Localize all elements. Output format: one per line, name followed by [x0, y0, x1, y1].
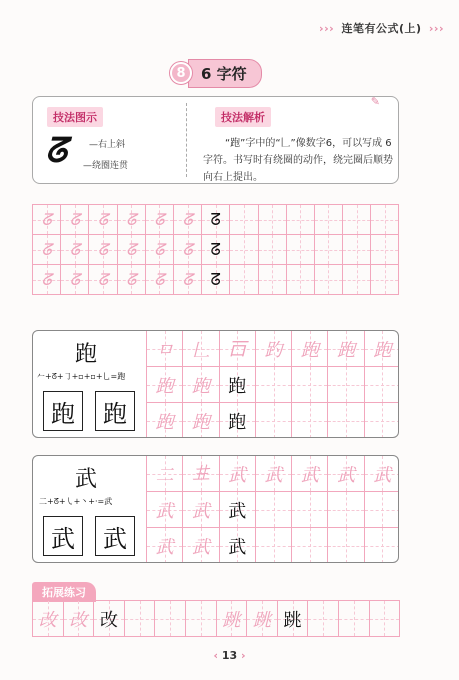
- grid-cell: [146, 265, 174, 295]
- note-top-text: 右上斜: [98, 140, 126, 150]
- grid-cell: [287, 235, 315, 265]
- analysis-label: 技法解析: [215, 107, 271, 127]
- grid-character: 𠮛: [228, 338, 247, 360]
- grid-cell: [256, 403, 292, 438]
- grid-character: ᘔ: [97, 209, 109, 229]
- grid-cell: [147, 528, 183, 563]
- grid-cell: [146, 235, 174, 265]
- grid-character: 跑: [228, 375, 247, 397]
- grid-character: 改: [99, 609, 118, 631]
- sample-regular: 武: [43, 516, 83, 556]
- grid-cell: [259, 235, 287, 265]
- grid-cell: [230, 235, 258, 265]
- practice-block-pao: [32, 330, 399, 438]
- grid-cell: [220, 456, 256, 492]
- grid-character: 跑: [191, 411, 210, 433]
- grid-cell: [365, 492, 399, 528]
- lesson-number-badge: 8: [170, 62, 192, 84]
- grid-character: 武: [264, 464, 283, 486]
- illustration-label: 技法图示: [47, 107, 103, 127]
- grid-cell: [183, 331, 219, 367]
- note-bottom-text: 绕圈连贯: [92, 161, 129, 171]
- grid-character: 武: [373, 464, 392, 486]
- grid-cell: [328, 528, 364, 563]
- grid-character: ᘔ: [41, 239, 52, 259]
- grid-character: ᘔ: [69, 239, 80, 259]
- grid-cell: [118, 265, 146, 295]
- stroke-practice-grid: [32, 204, 399, 295]
- grid-character: 跑: [300, 339, 319, 361]
- grid-cell: [365, 331, 399, 367]
- grid-cell: [186, 601, 217, 637]
- header-title: 连笔有公式(上): [341, 22, 422, 35]
- grid-cell: [33, 265, 61, 295]
- sample-cursive: 武: [95, 516, 135, 556]
- grid-cell: [259, 205, 287, 235]
- grid-cell: [147, 492, 183, 528]
- extension-grid: [32, 600, 400, 637]
- grid-character: 趵: [264, 339, 283, 361]
- grid-cell: [365, 528, 399, 563]
- panel-divider: [186, 103, 187, 177]
- grid-cell: [371, 235, 399, 265]
- note-top: —右上斜: [89, 140, 126, 150]
- grid-cell: [61, 205, 89, 235]
- grid-cell: [365, 456, 399, 492]
- practice-grid: [146, 455, 399, 563]
- grid-cell: [292, 456, 328, 492]
- grid-character: 跳: [252, 609, 271, 631]
- grid-cell: [220, 528, 256, 563]
- note-bottom: —绕圈连贯: [83, 161, 129, 171]
- grid-character: ᘔ: [154, 239, 165, 259]
- technique-panel: [32, 96, 399, 184]
- lesson-title: [170, 60, 262, 86]
- grid-cell: [64, 601, 95, 637]
- grid-cell: [292, 331, 328, 367]
- grid-character: ᘔ: [210, 209, 221, 229]
- grid-character: ᘔ: [125, 209, 137, 229]
- grid-character: 武: [337, 464, 356, 486]
- grid-character: ᘔ: [41, 209, 52, 229]
- grid-character: ᘔ: [182, 239, 193, 259]
- practice-grid: [146, 330, 399, 438]
- page-arrow-right: ›: [237, 649, 246, 662]
- grid-cell: [370, 601, 401, 637]
- grid-character: 二: [155, 464, 174, 486]
- extension-label: 拓展练习: [32, 582, 96, 602]
- grid-cell: [147, 456, 183, 492]
- grid-cell: [256, 456, 292, 492]
- stroke-illustration: ᘔ: [45, 131, 67, 171]
- pen-icon: ✎: [370, 95, 380, 108]
- technique-text: “跑”字中的“𠃊”像数字6，可以写成 6 字符。书写时有绕圈的动作，绕完圈后顺势向右上提出。: [203, 138, 393, 183]
- grid-cell: [61, 265, 89, 295]
- grid-cell: [278, 601, 309, 637]
- grid-cell: [328, 403, 364, 438]
- grid-cell: [230, 265, 258, 295]
- grid-cell: [146, 205, 174, 235]
- grid-character: ᘔ: [182, 209, 193, 229]
- practice-character: 武: [75, 467, 98, 492]
- grid-character: 武: [155, 536, 174, 558]
- grid-cell: [328, 492, 364, 528]
- grid-character: ᘔ: [154, 269, 165, 289]
- grid-cell: [247, 601, 278, 637]
- composition-formula: 二+ᘔ+㇂+丶+·=武: [39, 497, 113, 506]
- grid-cell: [315, 235, 343, 265]
- grid-character: ᘔ: [97, 269, 109, 289]
- grid-cell: [371, 265, 399, 295]
- grid-cell: [202, 235, 230, 265]
- grid-cell: [220, 367, 256, 403]
- grid-character: 跑: [155, 375, 174, 397]
- grid-cell: [315, 265, 343, 295]
- grid-cell: [118, 235, 146, 265]
- grid-character: ᘔ: [97, 239, 109, 259]
- grid-cell: [155, 601, 186, 637]
- grid-cell: [174, 235, 202, 265]
- grid-character: 跑: [228, 411, 247, 433]
- grid-character: ᘔ: [69, 209, 80, 229]
- grid-cell: [220, 403, 256, 438]
- page-number-text: 13: [221, 649, 238, 662]
- grid-cell: [328, 331, 364, 367]
- grid-cell: [183, 528, 219, 563]
- grid-cell: [287, 265, 315, 295]
- grid-character: 跑: [191, 375, 210, 397]
- grid-cell: [183, 367, 219, 403]
- grid-cell: [292, 492, 328, 528]
- grid-cell: [339, 601, 370, 637]
- grid-cell: [202, 205, 230, 235]
- grid-cell: [202, 265, 230, 295]
- grid-cell: [371, 205, 399, 235]
- grid-character: 改: [38, 609, 57, 631]
- grid-cell: [343, 235, 371, 265]
- grid-character: ᘔ: [182, 269, 193, 289]
- grid-character: ᘔ: [69, 269, 80, 289]
- grid-character: 𠃊: [191, 339, 210, 361]
- grid-cell: [33, 235, 61, 265]
- sample-cursive: 跑: [95, 391, 135, 431]
- grid-character: 改: [69, 609, 88, 631]
- grid-cell: [89, 235, 117, 265]
- grid-character: 跑: [373, 339, 392, 361]
- grid-cell: [89, 205, 117, 235]
- grid-cell: [118, 205, 146, 235]
- grid-cell: [259, 265, 287, 295]
- grid-character: 武: [191, 500, 210, 522]
- page-number: [0, 649, 459, 662]
- grid-character: 𠀎: [191, 463, 210, 484]
- grid-cell: [183, 403, 219, 438]
- practice-block-wu: [32, 455, 399, 563]
- grid-cell: [292, 528, 328, 563]
- grid-cell: [174, 265, 202, 295]
- grid-cell: [147, 367, 183, 403]
- header-arrows-right: ›››: [428, 22, 444, 35]
- running-header: [316, 20, 447, 36]
- grid-cell: [220, 492, 256, 528]
- grid-cell: [308, 601, 339, 637]
- sample-regular: 跑: [43, 391, 83, 431]
- grid-character: ᘔ: [210, 239, 221, 259]
- grid-cell: [147, 403, 183, 438]
- grid-cell: [61, 235, 89, 265]
- header-arrows-left: ›››: [319, 22, 335, 35]
- grid-cell: [256, 528, 292, 563]
- grid-cell: [183, 456, 219, 492]
- grid-character: ᘔ: [154, 209, 165, 229]
- grid-character: ᘔ: [125, 239, 137, 259]
- grid-cell: [292, 367, 328, 403]
- grid-character: 跳: [283, 609, 302, 631]
- grid-cell: [220, 331, 256, 367]
- practice-character: 跑: [75, 342, 98, 367]
- grid-character: ᘔ: [210, 269, 221, 289]
- grid-character: ᘔ: [125, 269, 137, 289]
- grid-cell: [328, 456, 364, 492]
- grid-character: 武: [300, 464, 319, 486]
- grid-cell: [89, 265, 117, 295]
- grid-cell: [256, 367, 292, 403]
- grid-character: 武: [191, 536, 210, 558]
- grid-character: ᘔ: [41, 269, 52, 289]
- grid-cell: [33, 205, 61, 235]
- grid-cell: [287, 205, 315, 235]
- grid-cell: [365, 367, 399, 403]
- grid-character: 武: [228, 536, 247, 558]
- grid-cell: [343, 205, 371, 235]
- grid-character: 武: [155, 500, 174, 522]
- grid-character: ㅁ: [155, 339, 174, 361]
- page-arrow-left: ‹: [213, 649, 222, 662]
- grid-cell: [256, 331, 292, 367]
- grid-cell: [94, 601, 125, 637]
- grid-cell: [125, 601, 156, 637]
- grid-cell: [256, 492, 292, 528]
- grid-cell: [174, 205, 202, 235]
- grid-cell: [183, 492, 219, 528]
- grid-character: 跳: [222, 609, 241, 631]
- grid-cell: [365, 403, 399, 438]
- grid-cell: [147, 331, 183, 367]
- grid-character: 跑: [337, 339, 356, 361]
- grid-character: 武: [228, 500, 247, 522]
- grid-cell: [33, 601, 64, 637]
- lesson-title-text: 6 字符: [188, 59, 262, 88]
- grid-cell: [217, 601, 248, 637]
- grid-cell: [328, 367, 364, 403]
- grid-character: 武: [228, 464, 247, 486]
- grid-cell: [292, 403, 328, 438]
- composition-formula: 𠂉+ᘔ+㇆+▫+▫+乚=跑: [37, 372, 126, 381]
- grid-cell: [315, 205, 343, 235]
- grid-cell: [230, 205, 258, 235]
- grid-character: 跑: [155, 411, 174, 433]
- grid-cell: [343, 265, 371, 295]
